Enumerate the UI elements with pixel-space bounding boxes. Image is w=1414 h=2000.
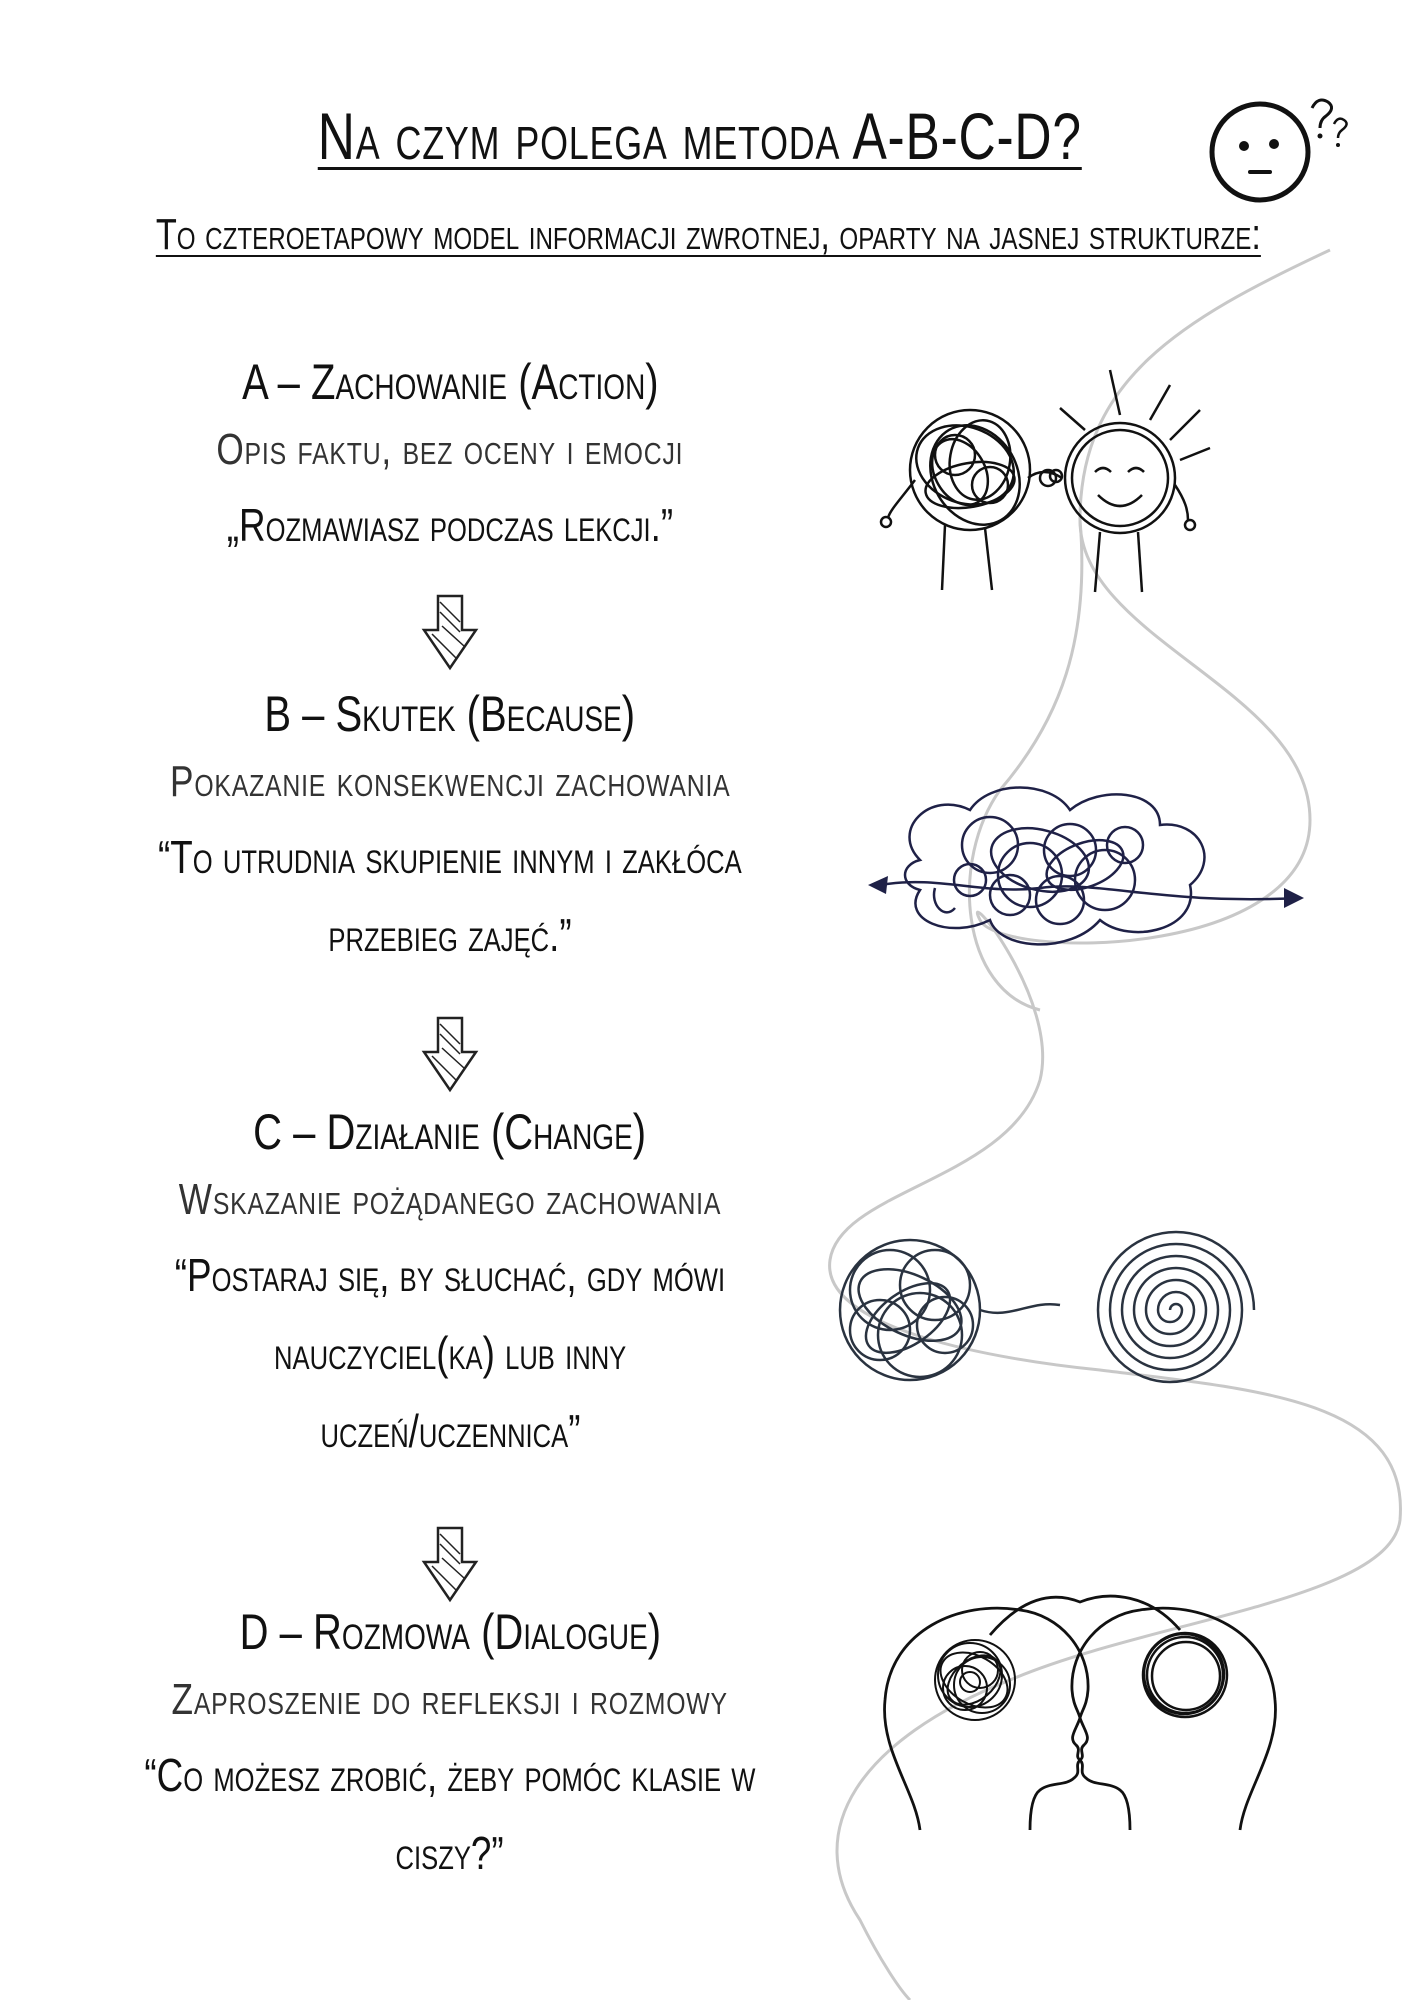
step-d	[60, 1600, 840, 1892]
step-description	[60, 1664, 840, 1736]
step-quote	[60, 1392, 840, 1470]
step-a-quote-line: „Rozmawiasz podczas lekcji.”	[226, 499, 674, 551]
down-arrow-icon	[420, 592, 480, 672]
confused-face-question-marks-icon	[1200, 88, 1360, 208]
step-b-quote-line: “To utrudnia skupienie innym i zakłóca	[158, 831, 742, 883]
page-subtitle	[0, 210, 1414, 260]
page-subtitle-text: To czteroetapowy model informacji zwrotnej, oparty na jasnej strukturze:	[155, 210, 1261, 259]
step-title	[60, 682, 840, 746]
step-quote	[60, 1736, 840, 1814]
step-d-quote-line: ciszy?”	[395, 1827, 505, 1879]
step-quote	[60, 1814, 840, 1892]
step-description	[60, 414, 840, 486]
step-c-description: Wskazanie pożądanego zachowania	[178, 1175, 722, 1224]
step-b-quote-line: przebieg zajęć.”	[328, 909, 572, 961]
page-title-text: Na czym polega metoda A-B-C-D?	[317, 99, 1083, 173]
step-a-title: A – Zachowanie (Action)	[241, 354, 659, 410]
tangled-ball-and-smiling-sun-holding-hands-icon	[870, 360, 1230, 600]
step-c-title: C – Działanie (Change)	[253, 1104, 647, 1160]
step-title	[60, 1600, 840, 1664]
step-quote	[60, 486, 840, 564]
step-quote	[60, 818, 840, 896]
step-b	[60, 682, 840, 974]
step-description	[60, 1164, 840, 1236]
step-title	[60, 1100, 840, 1164]
tangled-thread-cloud-with-arrows-icon	[860, 770, 1310, 970]
step-d-description: Zaproszenie do refleksji i rozmowy	[171, 1675, 729, 1724]
step-b-description: Pokazanie konsekwencji zachowania	[169, 757, 731, 806]
step-quote	[60, 1314, 840, 1392]
step-c-quote-line: uczeń/uczennica”	[320, 1405, 580, 1457]
step-description	[60, 746, 840, 818]
step-d-quote-line: “Co możesz zrobić, żeby pomóc klasie w	[144, 1749, 756, 1801]
step-title	[60, 350, 840, 414]
step-b-title: B – Skutek (Because)	[264, 686, 636, 742]
down-arrow-icon	[420, 1524, 480, 1604]
step-quote	[60, 896, 840, 974]
step-c-quote-line: “Postaraj się, by słuchać, gdy mówi	[174, 1249, 726, 1301]
two-heads-facing-with-thoughts-icon	[870, 1590, 1290, 1840]
step-quote	[60, 1236, 840, 1314]
tangle-to-spiral-icon	[830, 1210, 1300, 1410]
step-c	[60, 1100, 840, 1470]
down-arrow-icon	[420, 1014, 480, 1094]
step-c-quote-line: nauczyciel(ka) lub inny	[273, 1327, 627, 1379]
step-a	[60, 350, 840, 564]
page-title	[200, 98, 1200, 174]
step-a-description: Opis faktu, bez oceny i emocji	[216, 425, 684, 474]
step-d-title: D – Rozmowa (Dialogue)	[239, 1604, 661, 1660]
